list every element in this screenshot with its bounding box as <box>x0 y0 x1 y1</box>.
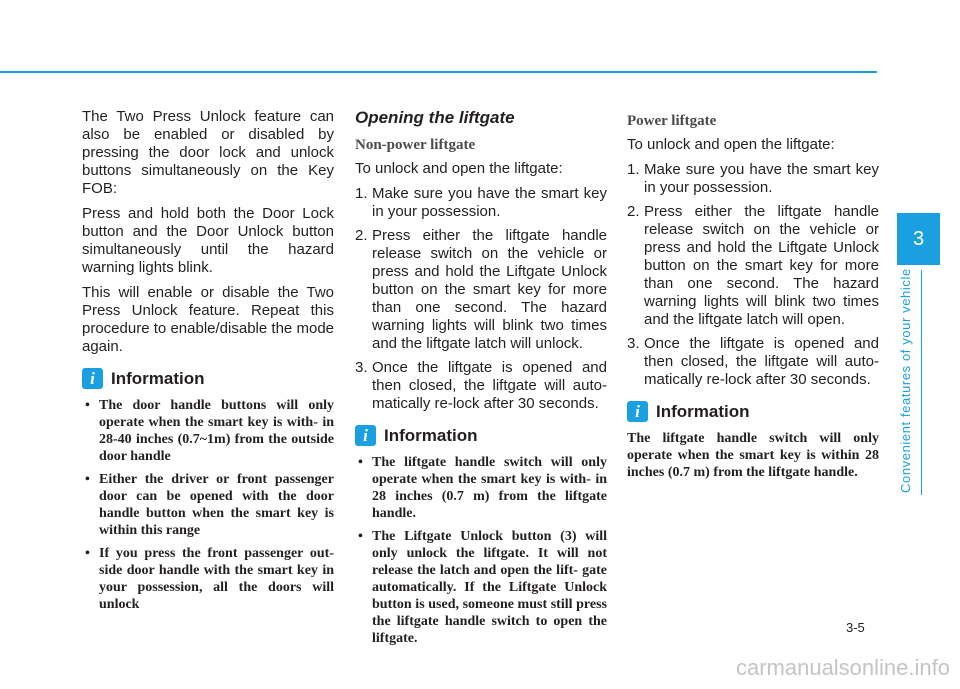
step-number: 3. <box>627 335 640 352</box>
step-text: Press either the liftgate handle release switch on the vehicle or press and hold the Liftgate Unlock button on the smart key for more than one second. The hazard warning lights will blink two times and the liftgate latch will unlock. <box>372 227 607 352</box>
step-number: 2. <box>627 203 640 220</box>
information-title: Information <box>111 368 205 388</box>
info-icon: i <box>82 368 103 389</box>
subsection-heading: Power liftgate <box>627 113 717 129</box>
information-title: Information <box>384 425 478 445</box>
list-item <box>355 227 607 353</box>
list-item: • Either the driver or front passenger door can be opened with the door handle button when the smart key is within this range <box>82 471 334 539</box>
list-item <box>355 359 607 413</box>
information-list <box>82 397 334 613</box>
list-item: • The Liftgate Unlock button (3) will only unlock the liftgate. It will not release the latch and open the lift- gate automatically. If the Liftgate Unlock button is used, someone must still press the liftgate handle switch to open the liftgate. <box>355 528 607 647</box>
column-left <box>82 108 334 619</box>
step-number: 1. <box>355 185 368 202</box>
step-number: 3. <box>355 359 368 376</box>
paragraph: Press and hold both the Door Lock button and the Door Unlock button simultaneously until the hazard warning lights blink. <box>82 205 334 276</box>
list-item: • The liftgate handle switch will only operate when the smart key is with- in 28 inches (0.7 m) from the liftgate handle. <box>355 454 607 522</box>
list-item <box>627 161 879 197</box>
information-header <box>627 401 879 422</box>
list-item <box>355 185 607 221</box>
list-item <box>627 203 879 329</box>
step-text: Once the liftgate is opened and then closed, the liftgate will auto- matically re-lock after 30 seconds. <box>372 359 607 412</box>
subsection-heading: Non-power liftgate <box>355 137 476 153</box>
paragraph: The Two Press Unlock feature can also be enabled or disabled by pressing the door lock and unlock buttons simultaneously on the Key FOB: <box>82 108 334 197</box>
information-title: Information <box>656 401 750 421</box>
step-text: Make sure you have the smart key in your possession. <box>644 161 879 196</box>
list-item <box>627 335 879 389</box>
column-middle <box>355 108 607 653</box>
column-right <box>627 108 879 481</box>
info-icon: i <box>355 425 376 446</box>
information-text: The liftgate handle switch will only operate when the smart key is within 28 inches (0.7 m) from the liftgate handle. <box>627 431 879 480</box>
step-number: 2. <box>355 227 368 244</box>
step-text: Once the liftgate is opened and then closed, the liftgate will auto- matically re-lock after 30 seconds. <box>644 335 879 388</box>
step-text: Make sure you have the smart key in your possession. <box>372 185 607 220</box>
info-icon: i <box>627 401 648 422</box>
page-number: 3-5 <box>846 620 865 635</box>
paragraph: This will enable or disable the Two Press Unlock feature. Repeat this procedure to enable/disable the mode again. <box>82 284 334 355</box>
watermark: carmanualsonline.info <box>735 655 950 680</box>
sidebar-rule <box>921 270 922 495</box>
chapter-title: Convenient features of your vehicle <box>898 268 913 493</box>
header-rule <box>0 71 877 73</box>
step-number: 1. <box>627 161 640 178</box>
chapter-tab: 3 <box>897 213 940 265</box>
information-header <box>355 425 607 446</box>
steps-list <box>355 185 607 413</box>
list-item: • The door handle buttons will only operate when the smart key is with- in 28-40 inches (0.7~1m) from the outside door handle <box>82 397 334 465</box>
list-item: • If you press the front passenger out- side door handle with the smart key in your possession, all the doors will unlock <box>82 545 334 613</box>
steps-list <box>627 161 879 389</box>
information-header <box>82 368 334 389</box>
information-list <box>355 454 607 647</box>
paragraph: To unlock and open the liftgate: <box>355 160 563 177</box>
section-heading: Opening the liftgate <box>355 108 515 127</box>
step-text: Press either the liftgate handle release switch on the vehicle or press and hold the Liftgate Unlock button on the smart key for more than one second. The hazard warning lights will blink two times and the liftgate latch will open. <box>644 203 879 328</box>
paragraph: To unlock and open the liftgate: <box>627 136 835 153</box>
